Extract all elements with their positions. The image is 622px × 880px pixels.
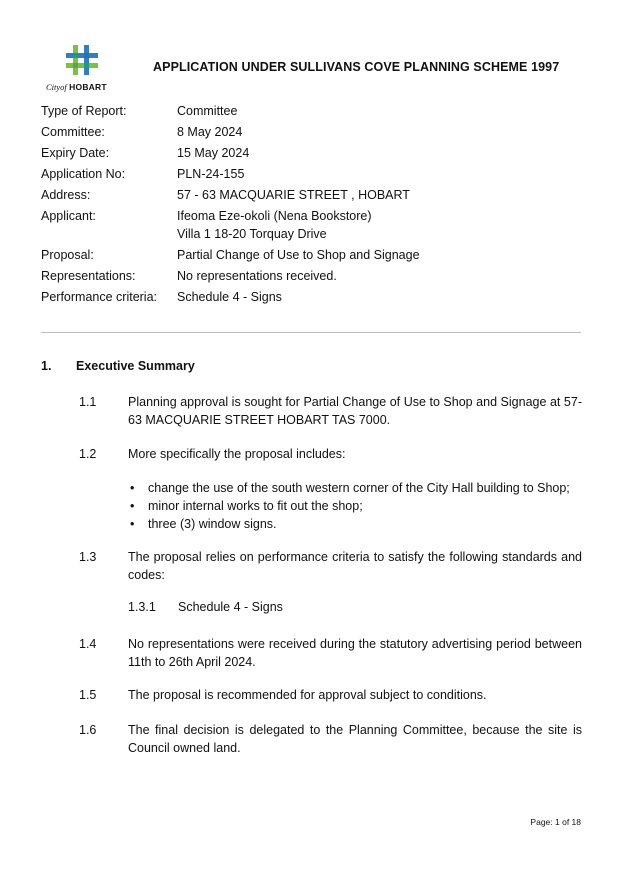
logo-hobart-text: HOBART: [69, 82, 107, 92]
paragraph-number: 1.5: [79, 688, 97, 702]
sub-item-number: 1.3.1: [128, 600, 156, 614]
meta-label: Application No:: [41, 167, 126, 181]
report-details: [41, 101, 581, 308]
meta-label: Committee:: [41, 125, 105, 139]
paragraph-1-6: [79, 721, 582, 757]
proposal-bullet-list: [128, 479, 570, 533]
paragraph-number: 1.1: [79, 395, 97, 409]
meta-value: No representations received.: [177, 269, 337, 283]
applicant-address: Villa 1 18-20 Torquay Drive: [177, 227, 327, 241]
meta-label: Type of Report:: [41, 104, 127, 118]
meta-label: Address:: [41, 188, 91, 202]
meta-row-performance-criteria: [41, 287, 581, 308]
city-of-hobart-logo: [44, 42, 124, 97]
meta-row-proposal: [41, 245, 581, 266]
document-title: APPLICATION UNDER SULLIVANS COVE PLANNING SCHEME 1997: [153, 60, 560, 74]
meta-value: Partial Change of Use to Shop and Signage: [177, 248, 420, 262]
list-item: • change the use of the south western corner of the City Hall building to Shop;: [128, 479, 570, 497]
paragraph-number: 1.6: [79, 723, 97, 737]
list-item: • three (3) window signs.: [128, 515, 570, 533]
meta-row-type: [41, 101, 581, 122]
logo-city-text: City: [46, 82, 61, 92]
paragraph-1-2: [79, 445, 582, 463]
meta-value: Committee: [177, 104, 238, 118]
meta-value: 57 - 63 MACQUARIE STREET , HOBART: [177, 188, 410, 202]
sub-item-1-3-1: [128, 600, 283, 614]
meta-label: Performance criteria:: [41, 290, 158, 304]
section-heading: [41, 359, 195, 373]
sub-item-text: Schedule 4 - Signs: [178, 600, 283, 614]
meta-row-representations: [41, 266, 581, 287]
meta-value: PLN-24-155: [177, 167, 245, 181]
paragraph-text: No representations were received during the statutory advertising period between 11th to 26th April 2024.: [128, 637, 582, 669]
paragraph-number: 1.3: [79, 550, 97, 564]
paragraph-text: More specifically the proposal includes:: [128, 447, 346, 461]
logo-wordmark: [46, 82, 107, 92]
paragraph-1-4: [79, 635, 582, 671]
paragraph-text: The final decision is delegated to the Planning Committee, because the site is Council owned land.: [128, 723, 582, 755]
meta-label: Proposal:: [41, 248, 94, 262]
meta-row-application-no: [41, 164, 581, 185]
section-number: 1.: [41, 359, 52, 373]
meta-value: 8 May 2024: [177, 125, 243, 139]
meta-label: Representations:: [41, 269, 136, 283]
paragraph-1-5: [79, 686, 582, 704]
section-title: Executive Summary: [76, 359, 195, 373]
hobart-cross-logo-icon: [64, 42, 100, 78]
applicant-name: Ifeoma Eze-okoli (Nena Bookstore): [177, 209, 372, 223]
page-number: Page: 1 of 18: [530, 817, 581, 827]
paragraph-text: The proposal is recommended for approval subject to conditions.: [128, 688, 487, 702]
logo-of-text: of: [60, 82, 67, 92]
section-divider: [41, 332, 581, 333]
meta-row-address: [41, 185, 581, 206]
meta-value: [177, 206, 581, 245]
list-item: • minor internal works to fit out the shop;: [128, 497, 570, 515]
paragraph-text: Planning approval is sought for Partial Change of Use to Shop and Signage at 57-63 MACQUARIE STREET HOBART TAS 7000.: [128, 395, 582, 427]
meta-label: Expiry Date:: [41, 146, 110, 160]
meta-row-applicant: [41, 206, 581, 245]
meta-row-committee: [41, 122, 581, 143]
paragraph-number: 1.4: [79, 637, 97, 651]
meta-value: Schedule 4 - Signs: [177, 290, 282, 304]
meta-value: 15 May 2024: [177, 146, 250, 160]
paragraph-text: The proposal relies on performance criteria to satisfy the following standards and codes:: [128, 550, 582, 582]
meta-label: Applicant:: [41, 209, 96, 223]
meta-row-expiry: [41, 143, 581, 164]
paragraph-number: 1.2: [79, 447, 97, 461]
paragraph-1-3: [79, 548, 582, 584]
paragraph-1-1: [79, 393, 582, 429]
